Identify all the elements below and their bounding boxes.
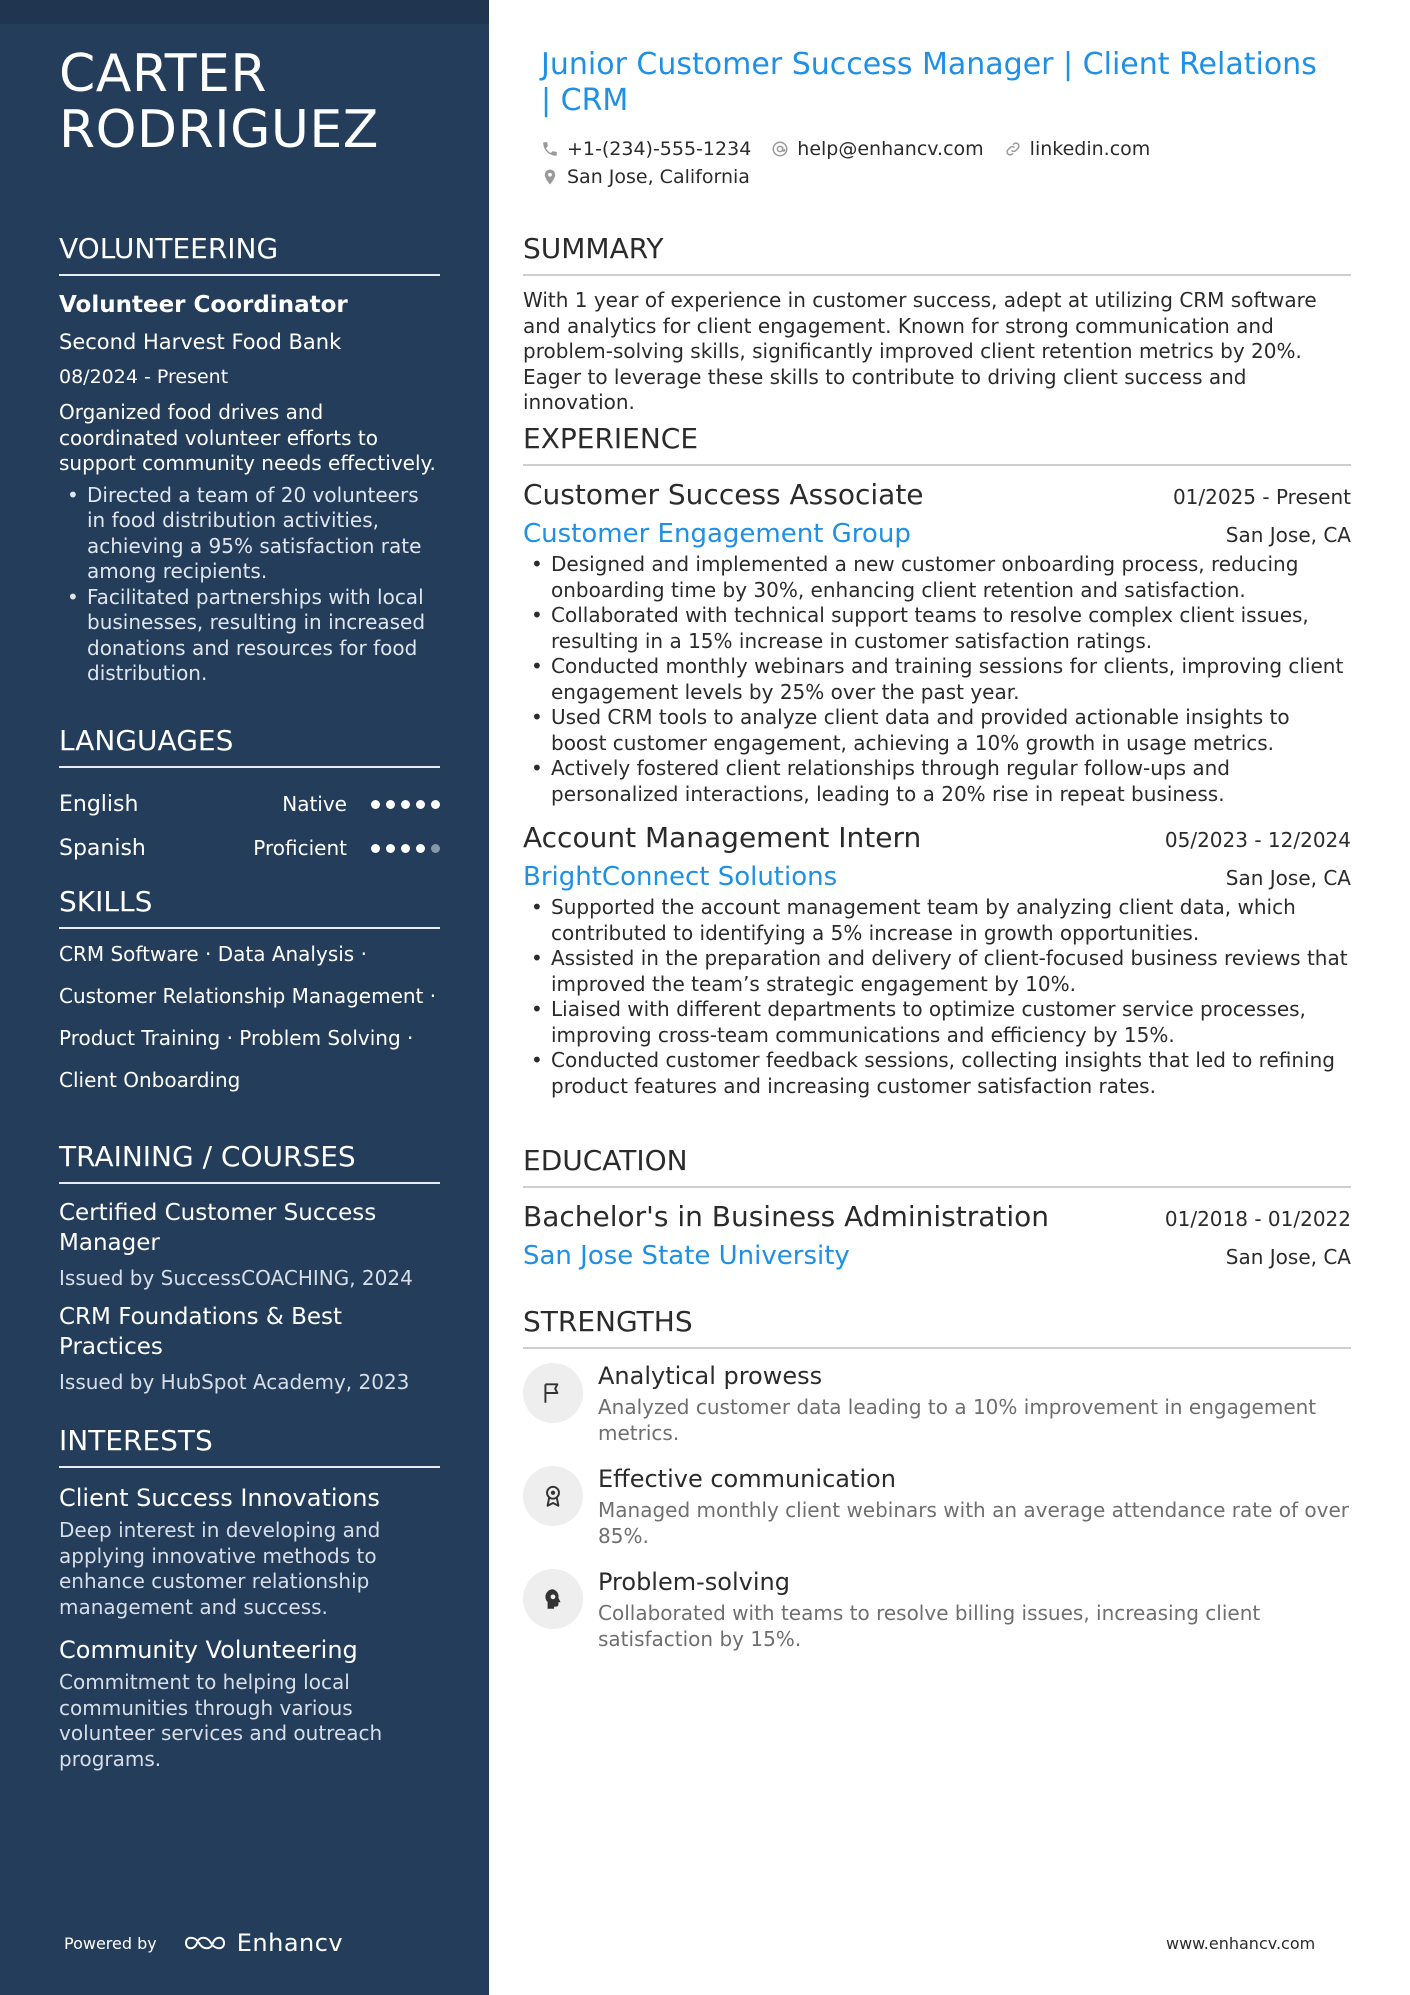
powered-by-label: Powered by xyxy=(64,1933,157,1953)
training-title: CRM Foundations & Best Practices xyxy=(59,1304,343,1360)
summary-heading: SUMMARY xyxy=(523,232,1351,276)
interest-title: Community Volunteering xyxy=(59,1636,358,1664)
skills-line: Client Onboarding xyxy=(59,1068,241,1092)
sidebar-top-band xyxy=(0,0,489,24)
job-title: Customer Success Associate xyxy=(523,478,924,511)
location-text: San Jose, California xyxy=(567,166,750,188)
strength-title: Problem-solving xyxy=(598,1568,790,1596)
job-entry xyxy=(523,478,1351,807)
footer-url[interactable]: www.enhancv.com xyxy=(1166,1934,1316,1953)
contact-location xyxy=(541,166,750,188)
strength-item xyxy=(523,1567,1351,1652)
job-bullet: • Conducted customer feedback sessions, collecting insights that led to refining product features and increasing customer satisfaction rates. xyxy=(551,1048,1351,1099)
skills-line: Customer Relationship Management · xyxy=(59,984,437,1008)
skills-line: CRM Software · Data Analysis · xyxy=(59,942,367,966)
rating-dot xyxy=(416,800,425,809)
education-heading: EDUCATION xyxy=(523,1144,1351,1188)
job-location: San Jose, CA xyxy=(1225,866,1351,890)
at-icon xyxy=(771,140,789,158)
skills-line: Product Training · Problem Solving · xyxy=(59,1026,414,1050)
contact-email[interactable] xyxy=(771,138,983,160)
experience-heading: EXPERIENCE xyxy=(523,422,1351,466)
rating-dot xyxy=(416,844,425,853)
education-section xyxy=(523,1144,1351,1272)
contact-phone[interactable] xyxy=(541,138,751,160)
volunteer-date: 08/2024 - Present xyxy=(59,366,229,388)
enhancv-logo-icon xyxy=(183,1932,227,1954)
volunteer-bullet: • Directed a team of 20 volunteers in food distribution activities, achieving a 95% satisfaction rate among recipients. xyxy=(87,483,440,585)
job-header xyxy=(523,478,1351,512)
job-subheader xyxy=(523,518,1351,550)
job-bullet: • Assisted in the preparation and delivery of client-focused business reviews that improved the team’s strategic engagement by 10%. xyxy=(551,946,1351,997)
volunteer-organization: Second Harvest Food Bank xyxy=(59,330,342,354)
contact-info xyxy=(541,135,1341,191)
strength-description: Analyzed customer data leading to a 10% improvement in engagement metrics. xyxy=(598,1395,1317,1445)
job-header xyxy=(523,821,1351,855)
experience-section xyxy=(523,422,1351,1099)
volunteer-bullets xyxy=(59,483,440,687)
training-section xyxy=(59,1140,440,1406)
strengths-section xyxy=(523,1305,1351,1670)
location-pin-icon xyxy=(541,168,559,186)
job-bullets xyxy=(523,895,1351,1099)
languages-section xyxy=(59,724,440,870)
enhancv-logo[interactable] xyxy=(183,1929,343,1957)
strengths-heading: STRENGTHS xyxy=(523,1305,1351,1349)
name-line-2: RODRIGUEZ xyxy=(59,100,379,160)
strength-item xyxy=(523,1464,1351,1549)
link-icon xyxy=(1004,140,1022,158)
rating-dot xyxy=(431,800,440,809)
training-issuer: Issued by HubSpot Academy, 2023 xyxy=(59,1370,410,1394)
volunteer-bullet: • Facilitated partnerships with local businesses, resulting in increased donations and resources for food distribution. xyxy=(87,585,440,687)
skills-heading: SKILLS xyxy=(59,885,440,929)
email-text: help@enhancv.com xyxy=(797,138,984,160)
strength-description: Managed monthly client webinars with an average attendance rate of over 85%. xyxy=(598,1498,1350,1548)
volunteering-heading: VOLUNTEERING xyxy=(59,232,440,276)
job-bullet: • Supported the account management team by analyzing client data, which contributed to identifying a 5% increase in growth opportunities. xyxy=(551,895,1351,946)
school: San Jose State University xyxy=(523,1241,850,1271)
enhancv-brand: Enhancv xyxy=(236,1929,344,1957)
volunteering-section xyxy=(59,232,440,687)
contact-row xyxy=(541,135,1341,163)
phone-icon xyxy=(541,140,559,158)
job-bullet: • Actively fostered client relationships through regular follow-ups and personalized interactions, leading to a 20% rise in repeat business. xyxy=(551,756,1351,807)
language-rating xyxy=(371,800,440,809)
contact-row xyxy=(541,163,1341,191)
interest-title: Client Success Innovations xyxy=(59,1484,380,1512)
strength-body xyxy=(598,1361,1351,1446)
summary-text: With 1 year of experience in customer success, adept at utilizing CRM software and analytics for client engagement. Known for strong communication and problem-solving skills, significantly improved client retention metrics by 20%. Eager to leverage these skills to contribute to driving client success and innovation. xyxy=(523,288,1317,414)
strength-title: Effective communication xyxy=(598,1465,896,1493)
powered-by xyxy=(64,1929,343,1957)
interests-section xyxy=(59,1424,440,1786)
interest-description: Commitment to helping local communities through various volunteer services and outreach programs. xyxy=(59,1670,383,1771)
language-row xyxy=(59,782,440,826)
job-date: 05/2023 - 12/2024 xyxy=(1164,828,1351,852)
training-title: Certified Customer Success Manager xyxy=(59,1200,377,1256)
language-rating xyxy=(371,844,440,853)
education-location: San Jose, CA xyxy=(1225,1245,1351,1269)
job-bullet: • Designed and implemented a new customer onboarding process, reducing onboarding time by 30%, enhancing client retention and satisfaction. xyxy=(551,552,1351,603)
rating-dot xyxy=(371,844,380,853)
rating-dot xyxy=(431,844,440,853)
job-bullet: • Used CRM tools to analyze client data and provided actionable insights to boost customer engagement, achieving a 10% growth in usage metrics. xyxy=(551,705,1351,756)
brain-icon xyxy=(523,1569,583,1629)
job-title: Account Management Intern xyxy=(523,821,922,854)
contact-linkedin[interactable] xyxy=(1004,138,1151,160)
education-header xyxy=(523,1200,1351,1234)
candidate-name xyxy=(59,46,459,158)
volunteer-role: Volunteer Coordinator xyxy=(59,292,348,318)
strength-item xyxy=(523,1361,1351,1446)
job-bullets xyxy=(523,552,1351,807)
strength-title: Analytical prowess xyxy=(598,1362,823,1390)
interests-heading: INTERESTS xyxy=(59,1424,440,1468)
headline: Junior Customer Success Manager | Client Relations | CRM xyxy=(541,47,1317,118)
volunteer-description: Organized food drives and coordinated volunteer efforts to support community needs effectively. xyxy=(59,400,436,475)
education-date: 01/2018 - 01/2022 xyxy=(1164,1207,1351,1231)
job-company: BrightConnect Solutions xyxy=(523,862,838,892)
rating-dot xyxy=(386,800,395,809)
education-subheader xyxy=(523,1240,1351,1272)
sidebar xyxy=(0,0,489,1995)
rating-dot xyxy=(401,800,410,809)
language-level: Native xyxy=(282,792,347,816)
languages-heading: LANGUAGES xyxy=(59,724,440,768)
language-name: Spanish xyxy=(59,835,146,861)
skills-section xyxy=(59,885,440,1101)
strength-body xyxy=(598,1464,1351,1549)
language-name: English xyxy=(59,791,139,817)
degree: Bachelor's in Business Administration xyxy=(523,1200,1050,1233)
rating-dot xyxy=(371,800,380,809)
job-location: San Jose, CA xyxy=(1225,523,1351,547)
flag-icon xyxy=(523,1363,583,1423)
job-bullet: • Liaised with different departments to optimize customer service processes, improving cross-team communications and efficiency by 15%. xyxy=(551,997,1351,1048)
job-company: Customer Engagement Group xyxy=(523,519,911,549)
rating-dot xyxy=(401,844,410,853)
training-heading: TRAINING / COURSES xyxy=(59,1140,440,1184)
award-icon xyxy=(523,1466,583,1526)
job-bullet: • Collaborated with technical support teams to resolve complex client issues, resulting in a 15% increase in customer satisfaction ratings. xyxy=(551,603,1351,654)
interest-description: Deep interest in developing and applying innovative methods to enhance customer relationship management and success. xyxy=(59,1518,381,1619)
summary-section xyxy=(523,232,1351,416)
job-bullet: • Conducted monthly webinars and training sessions for clients, improving client engagement levels by 25% over the past year. xyxy=(551,654,1351,705)
strength-body xyxy=(598,1567,1351,1652)
job-entry xyxy=(523,821,1351,1099)
strength-description: Collaborated with teams to resolve billing issues, increasing client satisfaction by 15%. xyxy=(598,1601,1261,1651)
training-issuer: Issued by SuccessCOACHING, 2024 xyxy=(59,1266,413,1290)
language-level: Proficient xyxy=(253,836,347,860)
rating-dot xyxy=(386,844,395,853)
language-row xyxy=(59,826,440,870)
phone-text: +1-(234)-555-1234 xyxy=(567,138,752,160)
name-line-1: CARTER xyxy=(59,44,267,104)
job-subheader xyxy=(523,861,1351,893)
linkedin-text: linkedin.com xyxy=(1029,138,1151,160)
job-date: 01/2025 - Present xyxy=(1172,485,1351,509)
